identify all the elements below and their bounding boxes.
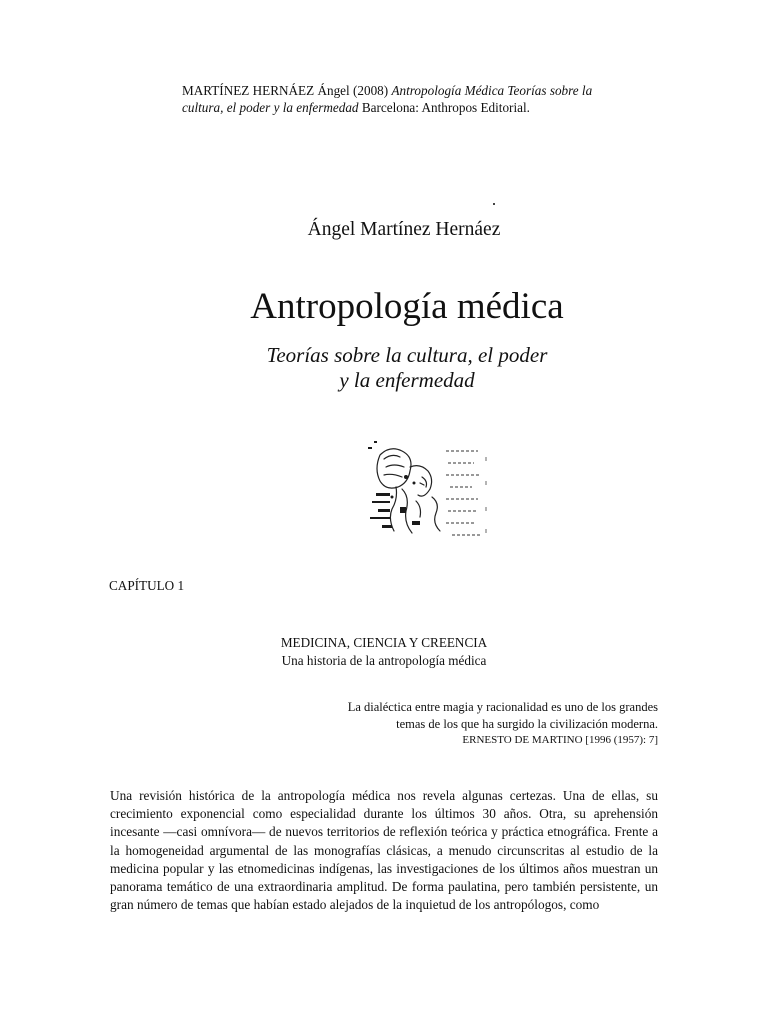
cover-author: Ángel Martínez Hernáez <box>307 219 501 240</box>
body-paragraph: Una revisión histórica de la antropología médica nos revela algunas certezas. Una de ellas, su crecimiento exponencial como especialidad durante los últimos 30 años. Otra, su aprehensión incesante —casi omnívora— de nuevos territorios de reflexión teórica y práctica etnográfica. Frente a la homogeneidad argumental de las monografías clásicas, a menudo circunscritas al estudio de la medicina popular y las etnomedicinas indígenas, las investigaciones de los últimos años muestran un panorama temático de una extraordinaria amplitud. De forma paulatina, pero también persistente, un gran número de temas que habían estado alejados de la inquietud de los antropólogos, como <box>110 788 658 913</box>
epigraph-line-1: La dialéctica entre magia y racionalidad es uno de los grandes <box>347 700 658 714</box>
chapter-title: MEDICINA, CIENCIA Y CREENCIA <box>280 635 488 650</box>
citation-publisher: Barcelona: Anthropos Editorial. <box>361 100 530 115</box>
chapter-heading <box>0 634 768 670</box>
citation-title: Antropología Médica Teorías sobre la cultura, el poder y la enfermedad <box>182 83 593 115</box>
cover-title: Antropología médica <box>250 286 564 327</box>
citation-authors: MARTÍNEZ HERNÁEZ Ángel (2008) <box>182 83 389 98</box>
chapter-label: CAPÍTULO 1 <box>109 578 185 593</box>
chapter-subtitle: Una historia de la antropología médica <box>281 653 487 668</box>
epigraph-line-2: temas de los que ha surgido la civilización moderna. <box>396 716 658 731</box>
epigraph-attribution: ERNESTO DE MARTINO [1996 (1957): 7] <box>462 734 658 746</box>
engraving-illustration <box>362 437 490 545</box>
bibliographic-citation <box>182 82 632 116</box>
cover-subtitle-line-2: y la enfermedad <box>339 368 475 392</box>
cover-subtitle <box>0 343 768 393</box>
epigraph <box>238 699 658 749</box>
scan-speck <box>493 203 495 205</box>
cover-subtitle-line-1: Teorías sobre la cultura, el poder <box>266 343 548 367</box>
